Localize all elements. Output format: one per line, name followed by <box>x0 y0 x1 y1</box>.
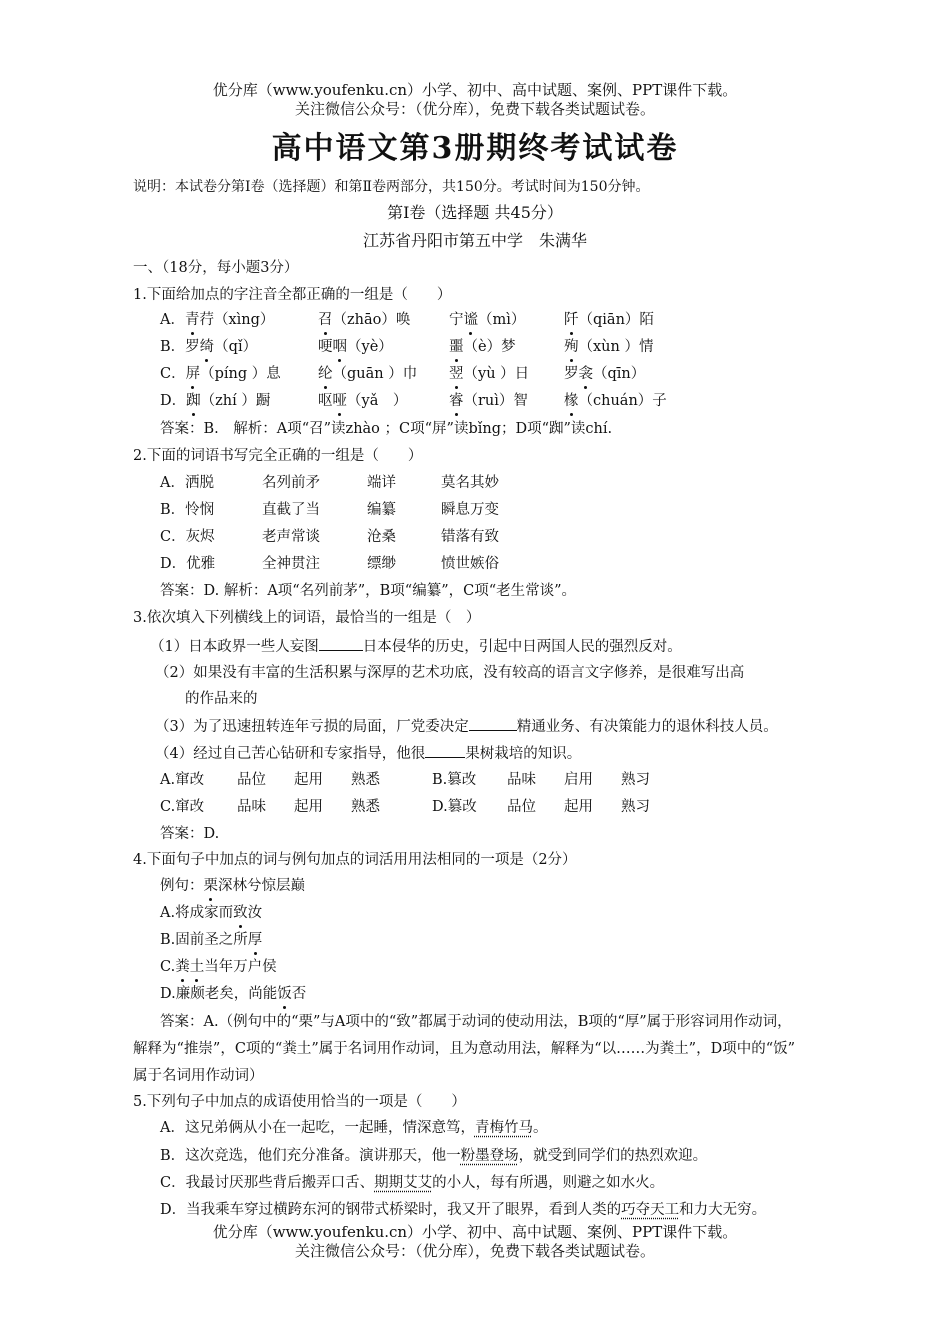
q1-answer: 答案：B. 解析：A项“召”读zhào ；C项“屏”读bǐng；D项“踟”读chí. <box>160 421 613 437</box>
q3-sentence-3: （3）为了迅速扭转连年亏损的局面，厂党委决定 精通业务、有决策能力的退休科技人员。 <box>155 716 778 737</box>
q1-stem: 1.下面给加点的字注音全都正确的一组是（ ） <box>133 287 452 303</box>
part1-title: 第Ⅰ卷（选择题 共45分） <box>387 203 563 222</box>
q3-stem: 3.依次填入下列横线上的词语，最恰当的一组是（ ） <box>133 610 481 626</box>
q4-option-c: C.粪土当年万户侯 <box>160 959 277 975</box>
header-line-1: 优分库（www.youfenku.cn）小学、初中、高中试题、案例、PPT课件下载。 <box>212 81 738 99</box>
q2-stem: 2.下面的词语书写完全正确的一组是（ ） <box>133 448 423 464</box>
author-line: 江苏省丹阳市第五中学 朱满华 <box>362 231 587 250</box>
q3-answer: 答案：D. <box>160 826 220 842</box>
footer-line-1: 优分库（www.youfenku.cn）小学、初中、高中试题、案例、PPT课件下载。 <box>212 1223 738 1241</box>
exam-note: 说明：本试卷分第Ⅰ卷（选择题）和第Ⅱ卷两部分，共150分。考试时间为150分钟。 <box>133 179 650 195</box>
q5-option-d: D．当我乘车穿过横跨东河的钢带式桥梁时，我又开了眼界，看到人类的巧夺天工和力大无穷。 <box>160 1202 767 1218</box>
q4-answer-3: 属于名词用作动词） <box>133 1068 264 1084</box>
exam-page: 优分库（www.youfenku.cn）小学、初中、高中试题、案例、PPT课件下载。 关注微信公众号：（优分库），免费下载各类试题试卷。 高中语文第3册期终考试试卷 说明：本试卷分第Ⅰ卷（选择题）和第Ⅱ卷两部分，共150分。考试时间为150分钟。 第Ⅰ卷（选择题 共45分） 江苏省丹阳市第五中学 朱满华 一、（18分，每小题3分） 1.下面给加点的字注音全都正确的一组是（ ） A．青荇（xìng） 召（zhāo）唤 宁谧（mì） 阡（qiān）陌 B．罗绮（qǐ） 哽咽（yè） 噩（è）梦 殉（xùn ）情 C．屏（píng ）息 纶（guān ）巾 翌（yù ）日 罗衾（qīn） D．踟（zhí ）蹰 呕哑（yǎ ） 睿（ruì）智 椽（chuán）子 答案：B. 解析：A项“召”读zhào ；C项“屏”读bǐng；D项“踟”读chí. 2.下面的词语书写完全正确的一组是（ ） A．洒脱 名列前矛 端详 莫名其妙 B．怜悯 直截了当 编纂 瞬息万变 C．灰烬 老声常谈 沧桑 错落有致 D．优雅 全神贯注 缥缈 愤世嫉俗 答案：D. 解析：A项“名列前茅”，B项“编纂”，C项“老生常谈”。 3.依次填入下列横线上的词语，最恰当的一组是（ ） （1）日本政界一些人妄图 日本侵华的历史，引起中日两国人民的强烈反对。 （2）如果没有丰富的生活积累与深厚的艺术功底，没有较高的语言文字修养，是很难写出高 的作品来的 （3）为了迅速扭转连年亏损的局面，厂党委决定 精通业务、有决策能力的退休科技人员。 （4）经过自己苦心钻研和专家指导，他很 果树栽培的知识。 A.窜改 品位 起用 熟悉 B.篡改 品味 启用 熟习 C.窜改 品味 起用 熟悉 D.篡改 品位 起用 熟习 答案：D. 4.下面句子中加点的词与例句加点的词活用用法相同的一项是（2分） 例句：栗深林兮惊层巅 A.将成家而致汝 B.固前圣之所厚 C.粪土当年万户侯 D.廉颇老矣，尚能饭否 答案：A.（例句中的“栗”与A项中的“致”都属于动词的使动用法，B项的“厚”属于形容词用作动词， 解释为“推崇”，C项的“粪土”属于名词用作动词，且为意动用法，解释为“以……为粪土”，D项中的“饭” 属于名词用作动词） 5.下列句子中加点的成语使用恰当的一项是（ ） A．这兄弟俩从小在一起吃，一起睡，情深意笃，青梅竹马。 B．这次竞选，他们充分准备。演讲那天，他一粉墨登场，就受到同学们的热烈欢迎。 C．我最讨厌那些背后搬弄口舌、期期艾艾的小人，每有所遇，则避之如水火。 D．当我乘车穿过横跨东河的钢带式桥梁时，我又开了眼界，看到人类的巧夺天工和力大无穷。 优分库（www.youfenku.cn）小学、初中、高中试题、案例、PPT课件下载。 关注微信公众号：（优分库），免费下载各类试题试卷。 <box>0 0 950 1342</box>
q5-option-a: A．这兄弟俩从小在一起吃，一起睡，情深意笃，青梅竹马。 <box>160 1120 548 1136</box>
q4-option-b: B.固前圣之所厚 <box>160 932 263 948</box>
q4-stem: 4.下面句子中加点的词与例句加点的词活用用法相同的一项是（2分） <box>133 852 577 868</box>
q4-example: 例句：栗深林兮惊层巅 <box>160 878 305 894</box>
q3-sentence-2-cont: 的作品来的 <box>185 691 258 707</box>
q4-option-a: A.将成家而致汝 <box>160 905 263 921</box>
q3-sentence-4: （4）经过自己苦心钻研和专家指导，他很 果树栽培的知识。 <box>155 743 581 764</box>
section-heading: 一、（18分，每小题3分） <box>133 260 299 276</box>
q5-stem: 5.下列句子中加点的成语使用恰当的一项是（ ） <box>133 1094 466 1110</box>
q4-answer-1: 答案：A.（例句中的“栗”与A项中的“致”都属于动词的使动用法，B项的“厚”属于形容词用作动词， <box>160 1014 792 1030</box>
q3-sentence-2: （2）如果没有丰富的生活积累与深厚的艺术功底，没有较高的语言文字修养，是很难写出高 <box>155 665 745 681</box>
q4-answer-2: 解释为“推崇”，C项的“粪土”属于名词用作动词，且为意动用法，解释为“以……为粪土”，D项中的“饭” <box>133 1041 796 1057</box>
q5-option-c: C．我最讨厌那些背后搬弄口舌、期期艾艾的小人，每有所遇，则避之如水火。 <box>160 1175 665 1191</box>
page-title: 高中语文第3册期终考试试卷 <box>271 131 679 166</box>
q3-sentence-1: （1）日本政界一些人妄图 日本侵华的历史，引起中日两国人民的强烈反对。 <box>150 636 682 657</box>
header-line-2: 关注微信公众号：（优分库），免费下载各类试题试卷。 <box>294 100 655 118</box>
q2-answer: 答案：D. 解析：A项“名列前茅”，B项“编纂”，C项“老生常谈”。 <box>160 583 577 599</box>
q4-option-d: D.廉颇老矣，尚能饭否 <box>160 986 307 1002</box>
footer-line-2: 关注微信公众号：（优分库），免费下载各类试题试卷。 <box>294 1242 655 1260</box>
q5-option-b: B．这次竞选，他们充分准备。演讲那天，他一粉墨登场，就受到同学们的热烈欢迎。 <box>160 1148 708 1164</box>
